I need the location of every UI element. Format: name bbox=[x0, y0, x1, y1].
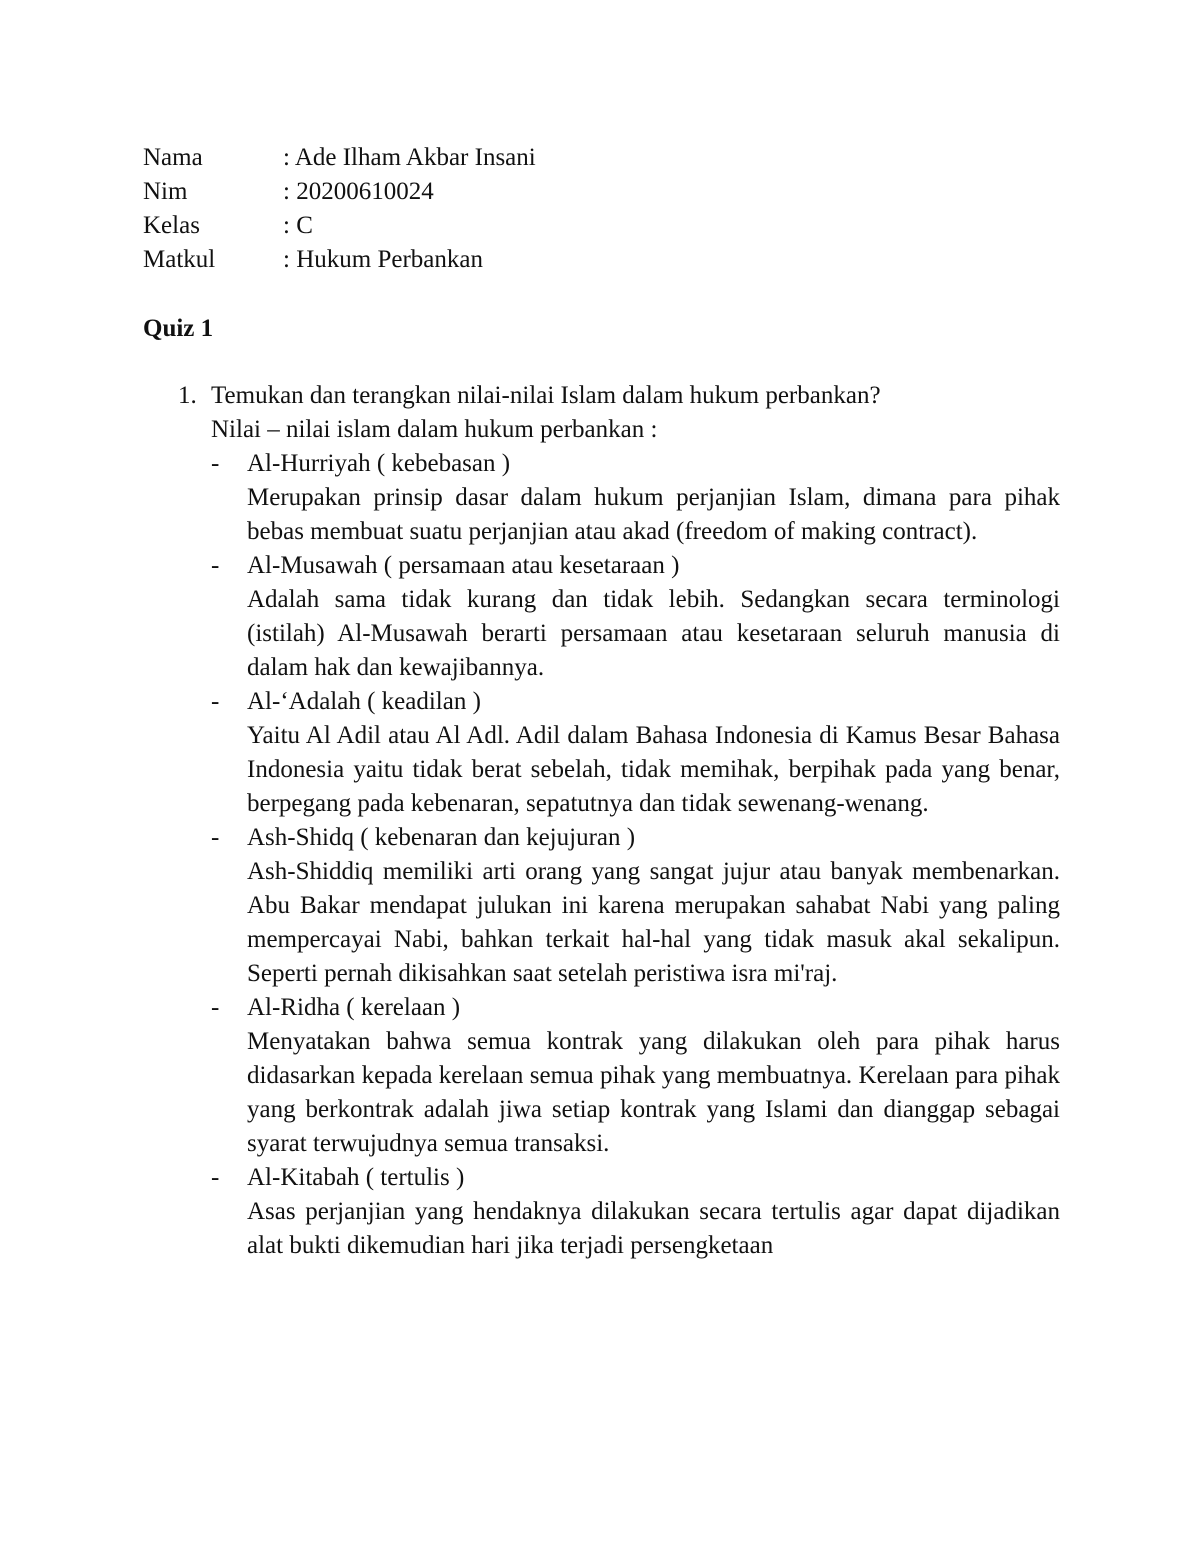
info-value: : 20200610024 bbox=[283, 178, 434, 205]
value-name: Al-Hurriyah ( kebebasan ) bbox=[247, 450, 511, 477]
question-line bbox=[143, 379, 1060, 413]
info-label: Kelas bbox=[143, 212, 200, 239]
value-description: Asas perjanjian yang hendaknya dilakukan secara tertulis agar dapat dijadikan alat bukti dikemudian hari jika terjadi persengketaan bbox=[247, 1198, 1060, 1259]
value-description: Merupakan prinsip dasar dalam hukum perjanjian Islam, dimana para pihak bebas membuat suatu perjanjian atau akad (freedom of making contract). bbox=[247, 484, 1060, 545]
info-label: Nama bbox=[143, 144, 203, 171]
info-value: : C bbox=[283, 212, 313, 239]
value-name: Al-Kitabah ( tertulis ) bbox=[247, 1164, 465, 1191]
list-item bbox=[143, 821, 1060, 991]
info-value: : Ade Ilham Akbar Insani bbox=[283, 144, 536, 171]
value-description: Ash-Shiddiq memiliki arti orang yang sangat jujur atau banyak membenarkan. Abu Bakar mendapat julukan ini karena merupakan sahabat Nabi yang paling mempercayai Nabi, bahkan terkait hal-hal yang tidak masuk akal sekalipun. Seperti pernah dikisahkan saat setelah peristiwa isra mi'raj. bbox=[247, 858, 1060, 987]
values-list bbox=[143, 447, 1060, 1263]
question-1 bbox=[143, 379, 1060, 1263]
list-dash: - bbox=[211, 688, 220, 715]
info-label: Nim bbox=[143, 178, 188, 205]
list-dash: - bbox=[211, 994, 220, 1021]
value-name: Al-Ridha ( kerelaan ) bbox=[247, 994, 461, 1021]
value-description: Yaitu Al Adil atau Al Adl. Adil dalam Bahasa Indonesia di Kamus Besar Bahasa Indonesia yaitu tidak berat sebelah, tidak memihak, berpihak pada yang benar, berpegang pada kebenaran, sepatutnya dan tidak sewenang-wenang. bbox=[247, 722, 1060, 817]
question-number: 1. bbox=[178, 382, 197, 409]
list-item bbox=[143, 447, 1060, 549]
list-item bbox=[143, 991, 1060, 1161]
info-value: : Hukum Perbankan bbox=[283, 246, 483, 273]
question-text: Temukan dan terangkan nilai-nilai Islam dalam hukum perbankan? bbox=[211, 382, 881, 409]
list-dash: - bbox=[211, 450, 220, 477]
list-item bbox=[143, 549, 1060, 685]
quiz-title: Quiz 1 bbox=[143, 315, 214, 342]
info-row-kelas bbox=[143, 209, 536, 243]
list-dash: - bbox=[211, 824, 220, 851]
value-name: Ash-Shidq ( kebenaran dan kejujuran ) bbox=[247, 824, 636, 851]
info-row-nama bbox=[143, 141, 536, 175]
info-label: Matkul bbox=[143, 246, 216, 273]
info-row-nim bbox=[143, 175, 536, 209]
value-description: Adalah sama tidak kurang dan tidak lebih. Sedangkan secara terminologi (istilah) Al-Musawah berarti persamaan atau kesetaraan seluruh manusia di dalam hak dan kewajibannya. bbox=[247, 586, 1060, 681]
list-item bbox=[143, 1161, 1060, 1263]
list-item bbox=[143, 685, 1060, 821]
answer-intro: Nilai – nilai islam dalam hukum perbankan : bbox=[211, 416, 658, 443]
student-info bbox=[143, 141, 536, 277]
value-name: Al-‘Adalah ( keadilan ) bbox=[247, 688, 481, 715]
info-row-matkul bbox=[143, 243, 536, 277]
list-dash: - bbox=[211, 1164, 220, 1191]
list-dash: - bbox=[211, 552, 220, 579]
value-name: Al-Musawah ( persamaan atau kesetaraan ) bbox=[247, 552, 680, 579]
value-description: Menyatakan bahwa semua kontrak yang dilakukan oleh para pihak harus didasarkan kepada kerelaan semua pihak yang membuatnya. Kerelaan para pihak yang berkontrak adalah jiwa setiap kontrak yang Islami dan dianggap sebagai syarat terwujudnya semua transaksi. bbox=[247, 1028, 1060, 1157]
